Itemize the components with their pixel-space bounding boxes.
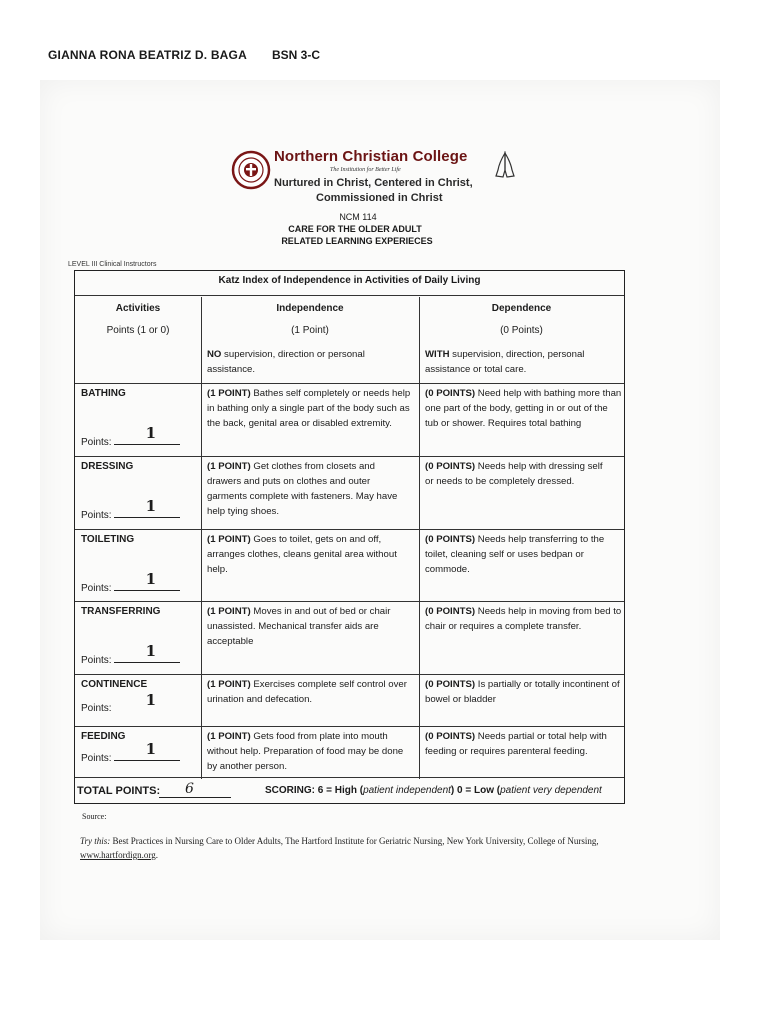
course-title: CARE FOR THE OLDER ADULT: [288, 224, 422, 234]
handwritten-score: 1: [145, 570, 157, 588]
toileting-dependence: (0 POINTS) Needs help transferring to the toilet, cleaning self or uses bedpan or commode.: [425, 534, 605, 575]
dressing-independence: (1 POINT) Get clothes from closets and drawers and puts on clothes and outer garments complete with fasteners. May have help tying shoes.: [207, 461, 398, 517]
total-points-label: TOTAL POINTS:: [77, 785, 161, 797]
rle-title: RELATED LEARNING EXPERIECES: [281, 236, 433, 246]
grid-line: [75, 726, 624, 727]
bathing-dependence: (0 POINTS) Need help with bathing more than one part of the body, getting in or out of the tub or shower. Requires total bathing: [425, 388, 622, 429]
college-tagline: The Institution for Better Life: [330, 167, 401, 173]
transferring-dependence: (0 POINTS) Needs help in moving from bed to chair or requires a complete transfer.: [425, 606, 622, 632]
source-citation: Try this: Best Practices in Nursing Care to Older Adults, The Hartford Institute for Geriatric Nursing, New York University, College of Nursing, www.hartfordign.org.: [80, 836, 599, 860]
course-code: NCM 114: [339, 212, 377, 222]
handwritten-score: 1: [145, 691, 157, 709]
continence-dependence: (0 POINTS) Is partially or totally incontinent of bowel or bladder: [425, 679, 620, 705]
grid-line: [75, 777, 624, 778]
activity-bathing: BATHING: [81, 388, 126, 399]
activity-transferring: TRANSFERRING: [81, 606, 161, 617]
college-name: Northern Christian College: [274, 148, 468, 165]
activity-toileting: TOILETING: [81, 534, 135, 545]
course-section: BSN 3-C: [272, 48, 321, 62]
activity-continence: CONTINENCE: [81, 679, 148, 690]
col-header-dependence-points: (0 Points): [500, 325, 543, 336]
table-title: Katz Index of Independence in Activities of Daily Living: [218, 275, 481, 286]
level-label: LEVEL III Clinical Instructors: [68, 261, 157, 268]
points-bathing: Points: 1: [81, 434, 180, 450]
grid-line: [75, 529, 624, 530]
katz-table: [74, 270, 625, 804]
col-header-dependence: Dependence: [491, 303, 552, 314]
handwritten-score: 1: [145, 642, 157, 660]
motto-line-1: Nurtured in Christ, Centered in Christ,: [274, 177, 473, 189]
col-header-independence: Independence: [276, 303, 344, 314]
grid-line: [75, 295, 624, 296]
grid-line: [75, 674, 624, 675]
points-feeding: Points: 1: [81, 750, 180, 766]
toileting-independence: (1 POINT) Goes to toilet, gets on and off, arranges clothes, cleans genital area without help.: [207, 534, 397, 575]
handwritten-score: 1: [145, 740, 157, 758]
transferring-independence: (1 POINT) Moves in and out of bed or chair unassisted. Mechanical transfer aids are acceptable: [207, 606, 391, 647]
total-row: [75, 779, 624, 803]
student-name: GIANNA RONA BEATRIZ D. BAGA: [48, 48, 247, 62]
points-transferring: Points: 1: [81, 652, 180, 668]
college-seal-icon: [231, 150, 271, 190]
total-points-value: 6: [185, 781, 194, 797]
dressing-dependence: (0 POINTS) Needs help with dressing self or needs to be completely dressed.: [425, 461, 603, 487]
col-header-activities: Activities: [115, 303, 161, 314]
source-link[interactable]: www.hartfordign.org: [80, 850, 156, 860]
points-dressing: Points: 1: [81, 507, 180, 523]
grid-line: [75, 383, 624, 384]
activity-feeding: FEEDING: [81, 731, 126, 742]
feeding-independence: (1 POINT) Gets food from plate into mouth without help. Preparation of food may be done by another person.: [207, 731, 404, 772]
points-toileting: Points: 1: [81, 580, 180, 596]
grid-line: [75, 456, 624, 457]
continence-independence: (1 POINT) Exercises complete self control over urination and defecation.: [207, 679, 407, 705]
dependence-desc: WITH supervision, direction, personal assistance or total care.: [425, 349, 585, 375]
source-label: Source:: [82, 812, 107, 821]
col-header-activities-points: Points (1 or 0): [106, 325, 170, 336]
motto-line-2: Commissioned in Christ: [316, 192, 443, 204]
handwritten-score: 1: [145, 424, 157, 442]
grid-line: [75, 601, 624, 602]
grid-line: [201, 297, 202, 779]
points-continence: Points: 1: [81, 691, 157, 714]
activity-dressing: DRESSING: [81, 461, 134, 472]
feeding-dependence: (0 POINTS) Needs partial or total help with feeding or requires parenteral feeding.: [425, 731, 607, 757]
bathing-independence: (1 POINT) Bathes self completely or needs help in bathing only a single part of the body such as the back, genital area or disabled extremity.: [207, 388, 411, 429]
total-points-line: [159, 797, 231, 798]
grid-line: [419, 297, 420, 779]
independence-desc: NO supervision, direction or personal assistance.: [207, 349, 365, 375]
scoring-legend: SCORING: 6 = High (patient independent) 0 = Low (patient very dependent: [265, 785, 602, 796]
praying-hands-icon: [490, 150, 520, 180]
handwritten-score: 1: [145, 497, 157, 515]
col-header-independence-points: (1 Point): [291, 325, 329, 336]
